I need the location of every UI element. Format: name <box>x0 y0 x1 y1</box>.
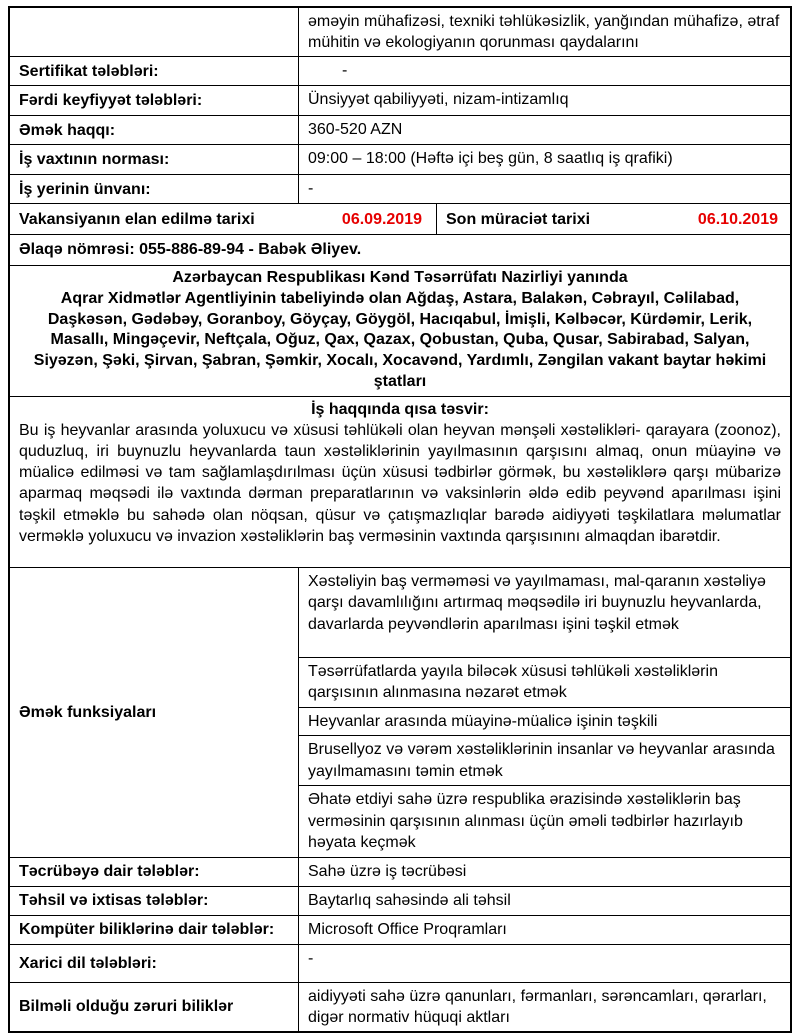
function-item: Brusellyoz və vərəm xəstəliklərinin insanlar və heyvanlar arasında yayılmamasını təmin etmək <box>299 735 790 785</box>
vacancy-table <box>8 6 792 1033</box>
deadline-date-value: 06.10.2019 <box>697 210 778 228</box>
description-body: Bu iş heyvanlar arasında yoluxucu və xüsusi təhlükəli olan heyvan mənşəli xəstəlikləri- qarayara (zoonoz), quduzluq, iri buynuzlu heyvanlarda taun xəstəliklərinin yayılmasının qarşısını almaq, onun müayinə və müalicə edilməsi və tam sağlamlaşdırılması üçün xüsusi tədbirlər görmək, bu xəstəliklərə qarşı mübarizə aparmaq məqsədi ilə vaxtında dərman preparatlarının və vaksinlərin əldə edib peyvənd aparılması işini təşkil etməklə bu sahədə olan nöqsan, qüsur və çatışmazlıqlar barədə aidiyyəti təşkilatlara məlumatlar verməklə yoluxucu və invazion xəstəliklərin baş verməsinin vaxtında qarşısınını almaqdan ibarətdir. <box>19 421 781 545</box>
dates-row <box>10 203 790 234</box>
function-item: Əhatə etdiyi sahə üzrə respublika ərazisində xəstəliklərin baş verməsinin qarşısının alınması üçün əməli tədbirlər hazırlayıb həyata keçmək <box>299 785 790 857</box>
table-row-xarici-dil <box>10 944 790 982</box>
row-label: Təhsil və ixtisas tələblər: <box>10 887 299 915</box>
table-row-is-yeri <box>10 174 790 203</box>
functions-label: Əmək funksiyaları <box>10 568 299 857</box>
vacancy-title-rest: Aqrar Xidmətlər Agentliyinin tabeliyində olan Ağdaş, Astara, Balakən, Cəbrayıl, Cəlilabad, Daşkəsən, Gədəbəy, Goranboy, Göyçay, Göygöl, Hacıqabul, İmişli, Kəlbəcər, Kürdəmir, Lerik, Masallı, Mingəçevir, Neftçala, Oğuz, Qax, Qazax, Qobustan, Quba, Qusar, Sabirabad, Salyan, Siyəzən, Şəki, Şirvan, Şabran, Şəmkir, Xocalı, Xocavənd, Yardımlı, Zəngilan vakant baytar həkimi ştatları <box>33 289 767 390</box>
row-value: əməyin mühafizəsi, texniki təhlükəsizlik, yanğından mühafizə, ətraf mühitin və ekologiyanın qorunması qaydalarını <box>308 13 780 51</box>
row-label: Fərdi keyfiyyət tələbləri: <box>10 86 299 115</box>
table-row-zeruri-bilikler <box>10 982 790 1031</box>
contact-text: Əlaqə nömrəsi: 055-886-89-94 - Babək Əliyev. <box>19 241 362 258</box>
row-value: - <box>308 949 314 967</box>
row-label: İş yerinin ünvanı: <box>10 175 299 203</box>
function-item: Xəstəliyin baş verməməsi və yayılmaması, mal-qaranın xəstəliyə qarşı davamlılığını artırmaq məqsədilə iri buynuzlu heyvanlarda, davarlarda peyvəndlərin aparılması işini təşkil etmək <box>308 572 766 633</box>
row-value: Microsoft Office Proqramları <box>308 920 507 938</box>
table-row <box>10 8 790 56</box>
function-item: Təsərrüfatlarda yayıla biləcək xüsusi təhlükəli xəstəliklərin qarşısının alınmasına nəzarət etmək <box>299 657 790 707</box>
vacancy-title-row <box>10 265 790 396</box>
function-item: Heyvanlar arasında müayinə-müalicə işinin təşkili <box>299 707 790 736</box>
table-row-is-vaxti <box>10 144 790 174</box>
description-row <box>10 396 790 567</box>
row-value: Ünsiyyət qabiliyyəti, nizam-intizamlıq <box>308 91 569 108</box>
row-value: 09:00 – 18:00 (Həftə içi beş gün, 8 saatlıq iş qrafiki) <box>308 150 673 167</box>
row-value: aidiyyəti sahə üzrə qanunları, fərmanları, sərəncamları, qərarları, digər normativ hüquqi aktları <box>308 987 767 1026</box>
deadline-date-label: Son müraciət tarixi <box>446 210 591 228</box>
description-cell <box>10 397 790 567</box>
table-row-komputer <box>10 915 790 944</box>
table-row-tehsil <box>10 886 790 915</box>
row-value: - <box>342 62 348 79</box>
row-label: Təcrübəyə dair tələblər: <box>10 858 299 886</box>
row-label: Əmək haqqı: <box>10 116 299 144</box>
announce-date-cell <box>10 204 437 234</box>
table-row-sertifikat <box>10 56 790 85</box>
row-label: Sertifikat tələbləri: <box>10 57 299 85</box>
functions-row <box>10 567 790 857</box>
announce-date-label: Vakansiyanın elan edilmə tarixi <box>19 210 255 228</box>
row-label: Xarici dil tələbləri: <box>10 945 299 982</box>
contact-row <box>10 234 790 265</box>
row-label: İş vaxtının norması: <box>10 145 299 174</box>
functions-list <box>299 568 790 857</box>
description-heading: İş haqqında qısa təsvir: <box>311 400 489 418</box>
announce-date-value: 06.09.2019 <box>341 210 422 228</box>
row-value: Sahə üzrə iş təcrübəsi <box>308 862 467 880</box>
row-value: Baytarlıq sahəsində ali təhsil <box>308 891 511 909</box>
empty-label-cell <box>10 8 299 56</box>
vacancy-title-line1: Azərbaycan Respublikası Kənd Təsərrüfatı Nazirliyi yanında <box>172 269 628 286</box>
table-row-ferdi-keyfiyyet <box>10 85 790 115</box>
row-label: Bilməli olduğu zəruri biliklər <box>10 983 299 1031</box>
table-row-tecrube <box>10 857 790 886</box>
vacancy-title <box>10 266 790 396</box>
row-value: - <box>308 180 314 197</box>
row-label: Kompüter biliklərinə dair tələblər: <box>10 916 299 944</box>
row-value: 360-520 AZN <box>308 121 403 138</box>
table-row-emek-haqqi <box>10 115 790 144</box>
deadline-date-cell <box>437 204 790 234</box>
